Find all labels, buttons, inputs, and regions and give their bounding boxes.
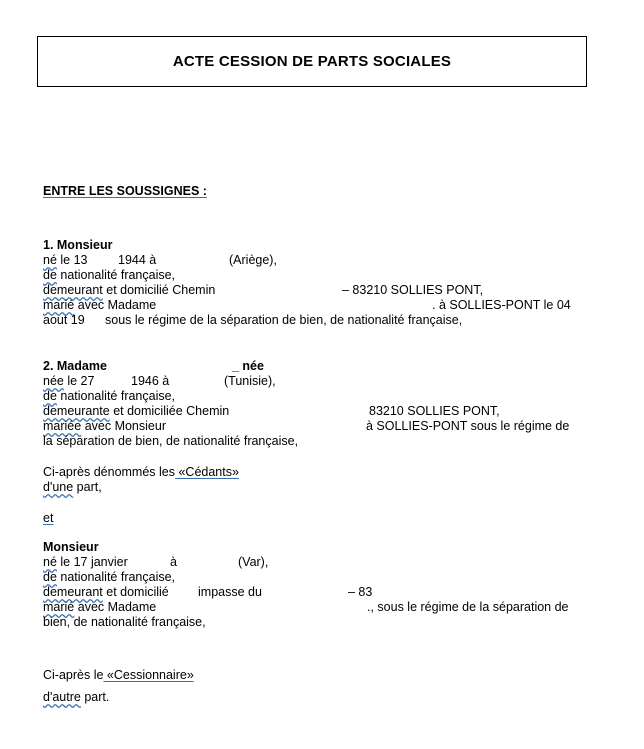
party2-address: demeurante et domiciliée Chemin (43, 404, 230, 418)
title-box (37, 36, 587, 87)
et-separator: et (43, 511, 54, 525)
cessionnaire-birth-place: (Var), (238, 555, 269, 569)
party2-birth-place: (Tunisie), (224, 374, 276, 388)
party2-label: 2. Madame (43, 359, 107, 373)
party1-marriage: marié avec Madame (43, 298, 157, 312)
cessionnaire-part: d'autre part. (43, 690, 110, 704)
cessionnaire-birth-a: à (170, 555, 177, 569)
party1-nationality: de nationalité française, (43, 268, 176, 282)
cessionnaire-regime: ., sous le régime de la séparation de (367, 600, 569, 614)
cessionnaire-regime-end: bien, de nationalité française, (43, 615, 206, 629)
cessionnaire-address: demeurant et domicilié (43, 585, 169, 599)
party1-label: 1. Monsieur (43, 238, 113, 252)
party1-birth-year: 1944 à (118, 253, 157, 267)
parties-heading: ENTRE LES SOUSSIGNES : (43, 184, 207, 198)
cessionnaire-address-street: impasse du (198, 585, 262, 599)
party1-marriage-date: aout 19 (43, 313, 85, 327)
party2-regime: la séparation de bien, de nationalité française, (43, 434, 299, 448)
party2-label-nee: _ née (232, 359, 264, 373)
cedants-line: Ci-après dénommés les «Cédants» (43, 465, 239, 479)
cessionnaire-label: Monsieur (43, 540, 99, 554)
party1-address: demeurant et domicilié Chemin (43, 283, 216, 297)
cedants-part: d'une part, (43, 480, 102, 494)
party1-address-city: – 83210 SOLLIES PONT, (342, 283, 484, 297)
party1-birth: né le 13 (43, 253, 88, 267)
cessionnaire-marriage: marié avec Madame (43, 600, 157, 614)
cessionnaire-address-city: – 83 (348, 585, 373, 599)
party1-marriage-place: . à SOLLIES-PONT le 04 (432, 298, 571, 312)
party1-birth-place: (Ariège), (229, 253, 277, 267)
cessionnaire-birth: né le 17 janvier (43, 555, 128, 569)
cessionnaire-nationality: de nationalité française, (43, 570, 176, 584)
party2-address-city: 83210 SOLLIES PONT, (369, 404, 500, 418)
party1-regime: sous le régime de la séparation de bien, de nationalité française, (105, 313, 463, 327)
party2-birth: née le 27 (43, 374, 95, 388)
party2-marriage: mariée avec Monsieur (43, 419, 166, 433)
document-title: ACTE CESSION DE PARTS SOCIALES (172, 53, 452, 70)
party2-nationality: de nationalité française, (43, 389, 176, 403)
party2-birth-year: 1946 à (131, 374, 170, 388)
party2-marriage-place: à SOLLIES-PONT sous le régime de (366, 419, 570, 433)
cessionnaire-line: Ci-après le «Cessionnaire» (43, 668, 194, 682)
